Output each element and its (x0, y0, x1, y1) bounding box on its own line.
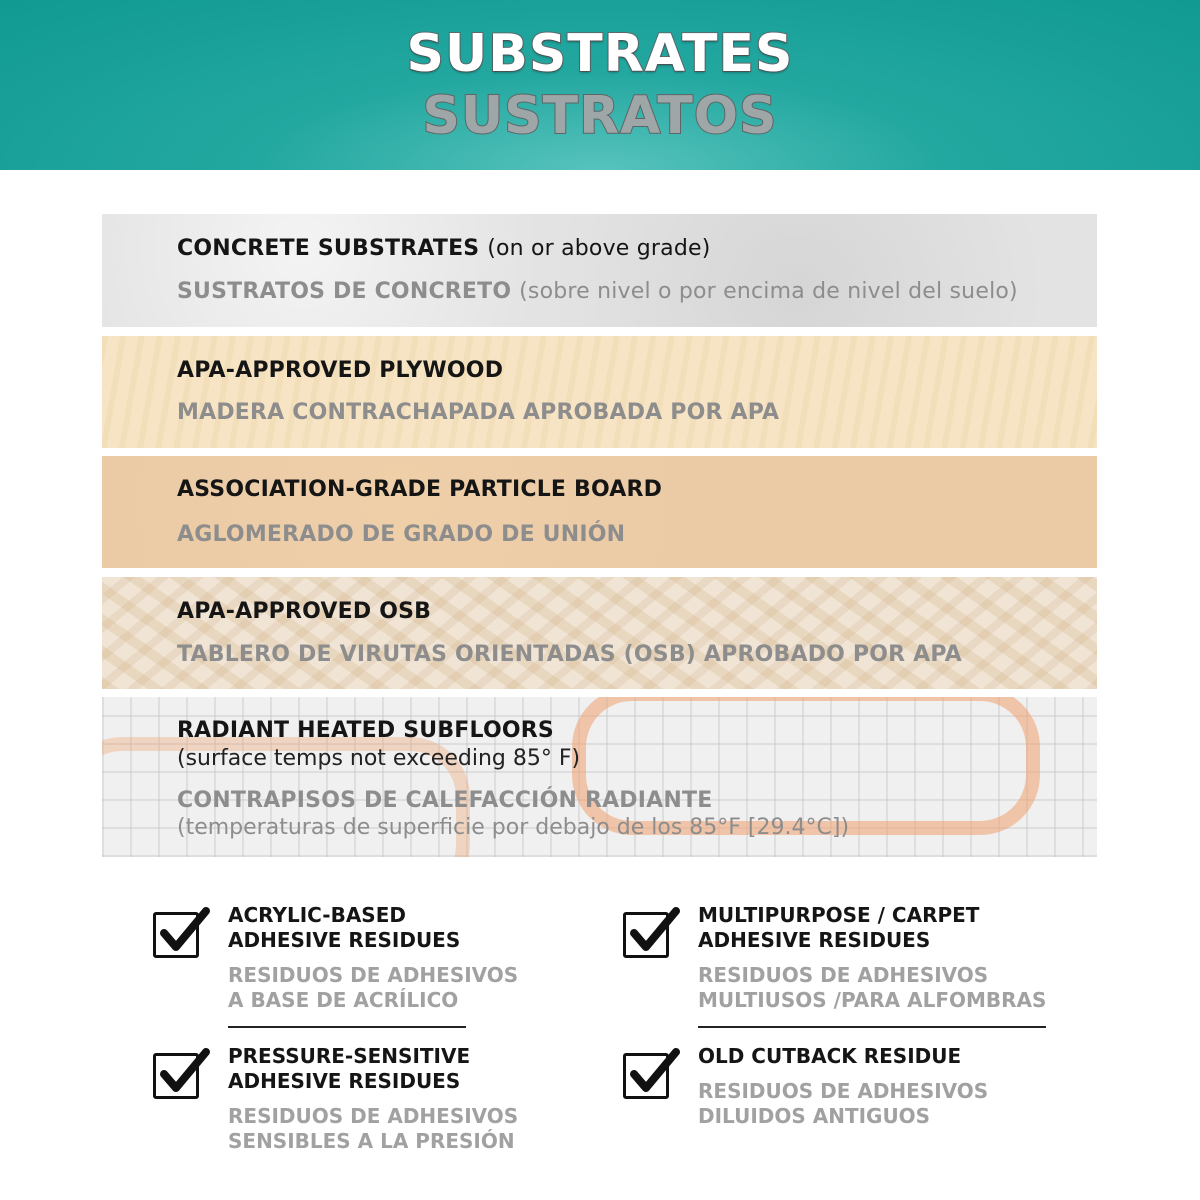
page-title: SUBSTRATES (406, 24, 794, 84)
residue-title-en-line: ADHESIVE RESIDUES (228, 1069, 461, 1093)
residue-title-es-line: A BASE DE ACRÍLICO (228, 988, 459, 1012)
substrate-band-plywood (102, 336, 1097, 448)
residue-title-en (698, 1044, 961, 1069)
residue-title-en-line: OLD CUTBACK RESIDUE (698, 1044, 962, 1068)
checkbox-checked-icon (623, 912, 669, 958)
residue-title-en-line: ADHESIVE RESIDUES (228, 928, 461, 952)
substrate-title-es: TABLERO DE VIRUTAS ORIENTADAS (OSB) APROBADO POR APA (177, 642, 962, 667)
residue-title-en-line: MULTIPURPOSE / CARPET (698, 903, 980, 927)
residue-title-es-line: RESIDUOS DE ADHESIVOS (698, 1079, 989, 1103)
header-banner (0, 0, 1200, 170)
substrate-band-radiant-heated (102, 697, 1097, 857)
substrate-band-concrete (102, 214, 1097, 327)
substrate-title-es: CONTRAPISOS DE CALEFACCIÓN RADIANTE (177, 788, 713, 813)
residue-title-en (228, 1044, 470, 1094)
residue-title-en-line: ACRYLIC-BASED (228, 903, 406, 927)
substrate-title-es-note: (sobre nivel o por encima de nivel del suelo) (519, 279, 1018, 304)
substrate-band-osb (102, 577, 1097, 689)
residue-title-es-line: MULTIUSOS /PARA ALFOMBRAS (698, 988, 1047, 1012)
residue-title-es (698, 1079, 988, 1129)
divider (228, 1026, 466, 1028)
residue-title-es (698, 963, 1046, 1013)
substrate-title-es (177, 279, 1018, 304)
substrate-title-en-bold: CONCRETE SUBSTRATES (177, 236, 480, 261)
checkbox-checked-icon (623, 1053, 669, 1099)
substrate-title-en: APA-APPROVED PLYWOOD (177, 358, 504, 383)
residue-title-es-line: RESIDUOS DE ADHESIVOS (698, 963, 989, 987)
residue-title-es (228, 963, 518, 1013)
divider (698, 1026, 1046, 1028)
residue-title-en-line: ADHESIVE RESIDUES (698, 928, 931, 952)
substrate-title-es-bold: SUSTRATOS DE CONCRETO (177, 279, 512, 304)
residue-title-es-line: DILUIDOS ANTIGUOS (698, 1104, 931, 1128)
residue-title-es (228, 1104, 518, 1154)
residue-title-es-line: SENSIBLES A LA PRESIÓN (228, 1129, 515, 1153)
residue-title-en (698, 903, 979, 953)
residue-title-es-line: RESIDUOS DE ADHESIVOS (228, 963, 519, 987)
substrate-title-es: MADERA CONTRACHAPADA APROBADA POR APA (177, 400, 780, 425)
residue-title-en-line: PRESSURE-SENSITIVE (228, 1044, 471, 1068)
page-title-spanish: SUSTRATOS (422, 86, 778, 146)
checkbox-checked-icon (153, 1053, 199, 1099)
substrate-title-en: ASSOCIATION-GRADE PARTICLE BOARD (177, 477, 663, 502)
substrate-title-en: APA-APPROVED OSB (177, 599, 432, 624)
substrate-title-en-note: (on or above grade) (487, 236, 711, 261)
substrate-title-en: RADIANT HEATED SUBFLOORS (177, 718, 554, 743)
substrate-title-es: AGLOMERADO DE GRADO DE UNIÓN (177, 522, 626, 547)
substrate-band-particle-board (102, 456, 1097, 568)
checkbox-checked-icon (153, 912, 199, 958)
substrate-note-es: (temperaturas de superficie por debajo de los 85°F [29.4°C]) (177, 815, 850, 840)
substrate-note-en: (surface temps not exceeding 85° F) (177, 746, 581, 771)
residue-title-en (228, 903, 460, 953)
substrate-title-en (177, 236, 711, 261)
residue-title-es-line: RESIDUOS DE ADHESIVOS (228, 1104, 519, 1128)
